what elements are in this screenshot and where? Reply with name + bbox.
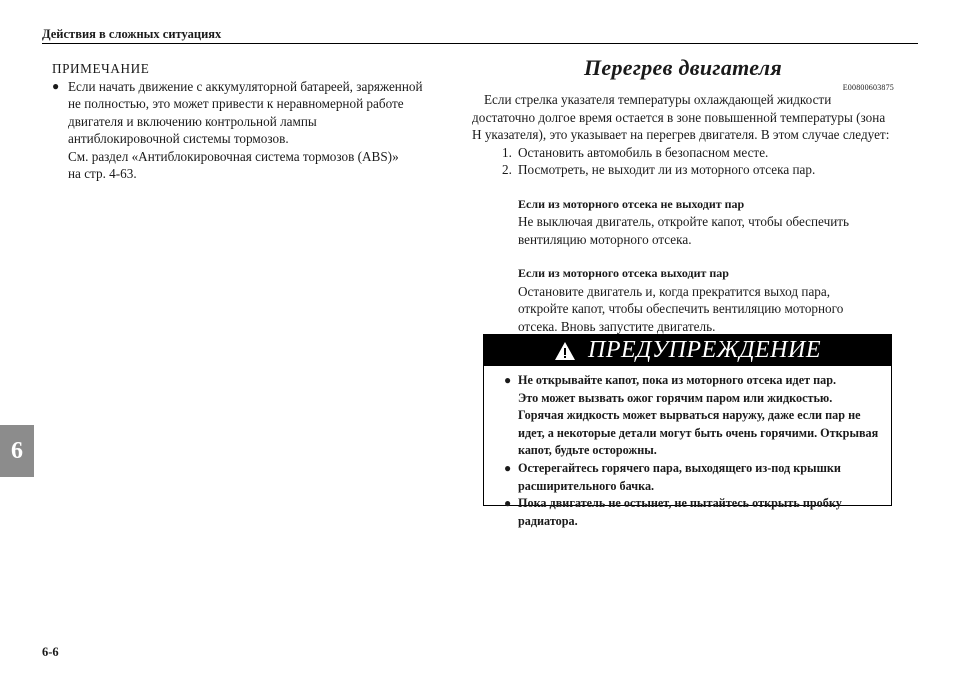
warning-line: Горячая жидкость может вырваться наружу, даже если пар не xyxy=(518,408,861,423)
note-line: антиблокировочной системы тормозов. xyxy=(68,131,289,146)
note-label: ПРИМЕЧАНИЕ xyxy=(52,61,150,76)
warning-line: Это может вызвать ожог горячим паром или жидкостью. xyxy=(518,390,833,405)
warning-line: идет, а некоторые детали могут быть очень горячими. Открывая xyxy=(518,425,879,440)
warning-line: Остерегайтесь горячего пара, выходящего из-под крышки xyxy=(518,460,841,475)
warning-line: капот, будьте осторожны. xyxy=(518,443,657,458)
overheating-section xyxy=(472,55,894,335)
note-line: См. раздел «Антиблокировочная система тормозов (ABS)» xyxy=(68,148,399,164)
section-title: Перегрев двигателя xyxy=(583,55,783,80)
warning-title: ПРЕДУПРЕЖДЕНИЕ xyxy=(588,337,821,363)
steam-line: отсека. Вновь запустите двигатель. xyxy=(518,318,716,334)
running-header: Действия в сложных ситуациях xyxy=(42,27,222,41)
note-line: не полностью, это может привести к неравномерной работе xyxy=(68,96,404,111)
steps-list xyxy=(472,144,894,179)
section-intro: Если стрелка указателя температуры охлаждающей жидкости достаточно долгое время остается в зоне повышенной температуры (зона H указателя), это указывает на перегрев двигателя. В этом случае следует: xyxy=(472,92,890,142)
steam-line: Остановите двигатель и, когда прекратится выход пара, xyxy=(518,283,831,299)
note-item xyxy=(52,78,462,183)
note-line: на стр. 4-63. xyxy=(68,166,137,181)
step-number: 1. xyxy=(502,144,512,160)
warning-line: радиатора. xyxy=(518,513,578,528)
note-block xyxy=(52,60,462,183)
no-steam-line: вентиляцию моторного отсека. xyxy=(518,231,692,247)
bullet-icon: ● xyxy=(504,373,512,387)
no-steam-heading: Если из моторного отсека не выходит пар xyxy=(518,196,745,211)
bullet-icon: ● xyxy=(504,496,512,511)
warning-item xyxy=(504,460,881,495)
warning-item xyxy=(504,495,881,530)
step-item xyxy=(472,144,894,162)
no-steam-block xyxy=(472,196,894,249)
note-line: двигателя и включению контрольной лампы xyxy=(68,113,317,129)
bullet-icon: ● xyxy=(52,78,60,93)
step-item xyxy=(472,161,894,179)
step-number: 2. xyxy=(502,162,512,177)
warning-line: расширительного бачка. xyxy=(518,478,655,493)
page-number: 6-6 xyxy=(42,645,59,659)
note-line: Если начать движение с аккумуляторной батареей, заряженной xyxy=(68,78,423,94)
step-text: Остановить автомобиль в безопасном месте. xyxy=(518,144,769,160)
warning-box xyxy=(483,334,892,528)
no-steam-line: Не выключая двигатель, откройте капот, чтобы обеспечить xyxy=(518,214,850,229)
warning-triangle-icon xyxy=(554,341,576,361)
header-divider xyxy=(42,43,918,44)
warning-body xyxy=(484,366,891,530)
warning-line: Не открывайте капот, пока из моторного отсека идет пар. xyxy=(518,373,837,387)
steam-block xyxy=(472,265,894,335)
section-code: E00800603875 xyxy=(842,83,894,92)
warning-line: Пока двигатель не остынет, не пытайтесь открыть пробку xyxy=(518,496,842,511)
chapter-tab: 6 xyxy=(0,425,34,477)
warning-header xyxy=(484,335,891,366)
steam-line: откройте капот, чтобы обеспечить вентиляцию моторного xyxy=(518,301,844,316)
steam-heading: Если из моторного отсека выходит пар xyxy=(518,266,729,280)
warning-item xyxy=(504,372,881,460)
step-text: Посмотреть, не выходит ли из моторного отсека пар. xyxy=(518,162,816,177)
bullet-icon: ● xyxy=(504,460,512,475)
